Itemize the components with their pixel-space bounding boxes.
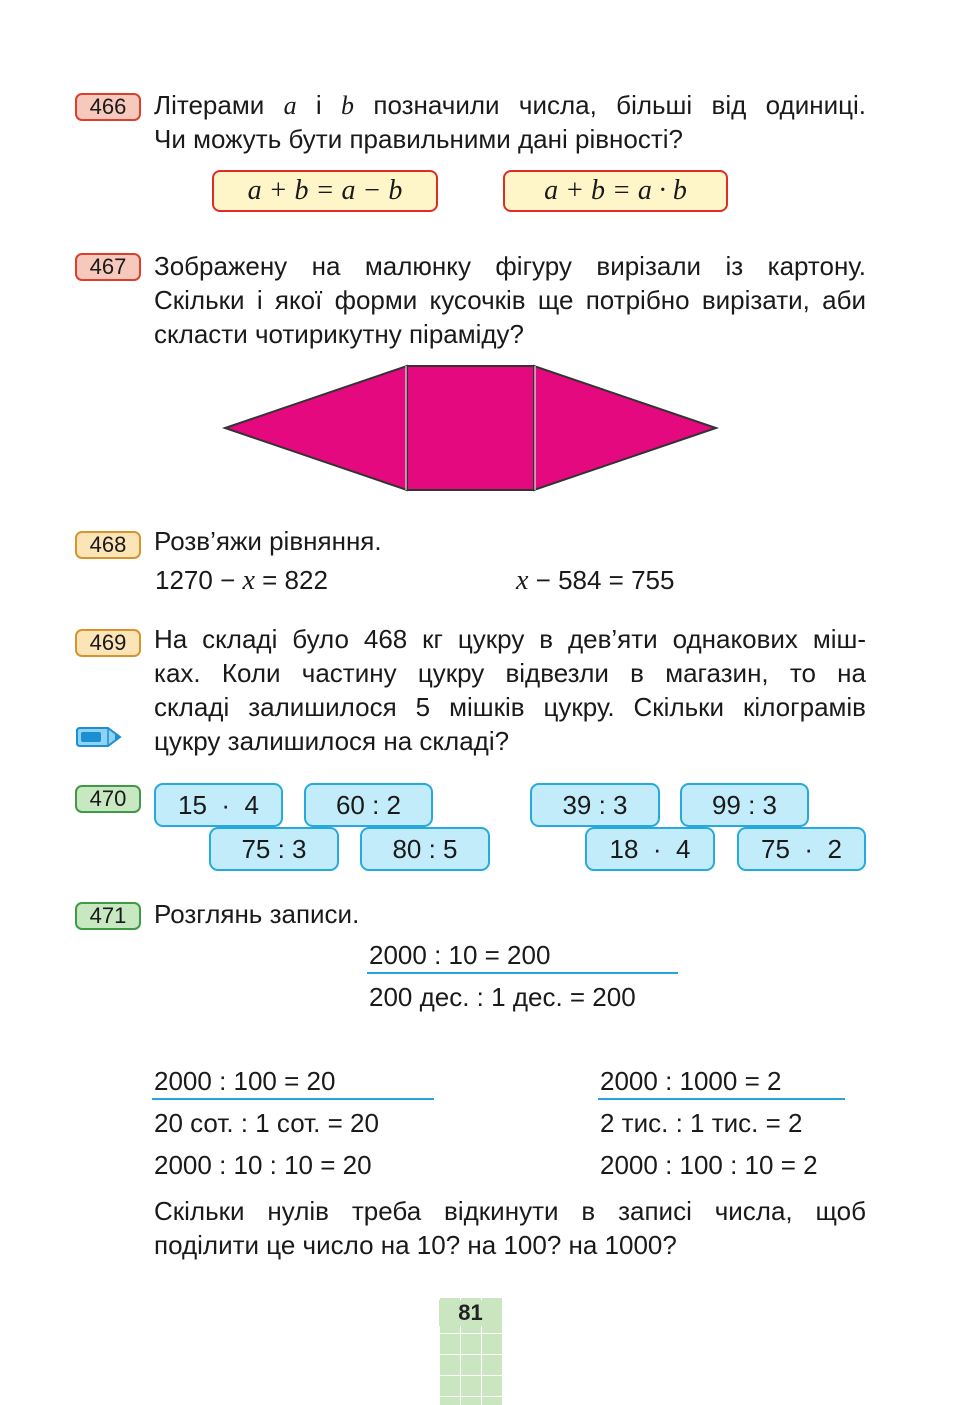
exercise-467-line2: Скільки і якої форми кусочків ще потрібно вирізати, аби [154, 285, 866, 315]
exercise-468-text: Розв’яжи рівняння. [154, 526, 382, 556]
expression-chip: 60 : 2 [304, 783, 433, 827]
formula-box-sum-diff: a + b = a − b [212, 170, 438, 212]
text-fragment: і [296, 90, 342, 120]
right-thousands: 2 тис. : 1 тис. = 2 [600, 1108, 803, 1138]
text-fragment: Літерами [154, 90, 284, 120]
equation-2 [516, 563, 674, 598]
exercise-469-line2: ках. Коли частину цукру відвезли в магазин, то на [154, 658, 866, 688]
left-hundreds: 20 сот. : 1 сот. = 20 [154, 1108, 379, 1138]
exercise-466-line1 [154, 88, 866, 123]
right-division-1000: 2000 : 1000 = 2 [600, 1066, 782, 1096]
exercise-number-466: 466 [75, 93, 141, 121]
example-tens: 200 дес. : 1 дес. = 200 [369, 982, 636, 1012]
underline [367, 972, 678, 974]
page-number-block [439, 1298, 502, 1405]
expression-chip: 39 : 3 [530, 783, 660, 827]
left-double-division: 2000 : 10 : 10 = 20 [154, 1150, 372, 1180]
page-number: 81 [439, 1300, 502, 1326]
exercise-471-question-line2: поділити це число на 10? на 100? на 1000? [154, 1230, 677, 1260]
left-division-100: 2000 : 100 = 20 [154, 1066, 336, 1096]
pencil-icon [74, 726, 122, 748]
variable-b: b [341, 91, 355, 120]
expression-chip: 80 : 5 [360, 827, 490, 871]
left-triangle [225, 366, 407, 490]
variable-x: x [242, 565, 255, 596]
expression-chip: 15 · 4 [154, 783, 283, 827]
exercise-469-line3: складі залишилося 5 мішків цукру. Скільки кілограмів [154, 692, 866, 722]
underline [598, 1098, 845, 1100]
text-fragment: − 584 = 755 [528, 565, 675, 595]
text-fragment: позначили числа, більші від одиниці. [354, 90, 866, 120]
expression-chip: 99 : 3 [680, 783, 809, 827]
variable-a: a [283, 91, 297, 120]
exercise-467-line3: скласти чотирикутну піраміду? [154, 319, 525, 349]
right-triangle [534, 366, 716, 490]
exercise-number-469: 469 [75, 629, 141, 657]
exercise-471-text: Розглянь записи. [154, 899, 360, 929]
formula-box-sum-product: a + b = a · b [503, 170, 728, 212]
exercise-466-line2: Чи можуть бути правильними дані рівності? [154, 124, 684, 154]
underline [152, 1098, 434, 1100]
exercise-number-470: 470 [75, 785, 141, 813]
variable-x: x [516, 565, 529, 596]
square-base [407, 366, 534, 490]
text-fragment: = 822 [254, 565, 328, 595]
pyramid-net-figure [220, 360, 720, 496]
exercise-number-471: 471 [75, 902, 141, 930]
expression-chip: 75 · 2 [737, 827, 866, 871]
right-double-division: 2000 : 100 : 10 = 2 [600, 1150, 818, 1180]
exercise-469-line4: цукру залишилося на складі? [154, 726, 510, 756]
exercise-467-line1: Зображену на малюнку фігуру вирізали із картону. [154, 251, 866, 281]
exercise-number-467: 467 [75, 253, 141, 281]
exercise-469-line1: На складі було 468 кг цукру в дев’яти однакових міш- [154, 624, 866, 654]
exercise-471-question-line1: Скільки нулів треба відкинути в записі числа, щоб [154, 1196, 866, 1226]
expression-chip: 75 : 3 [209, 827, 339, 871]
expression-chip: 18 · 4 [585, 827, 715, 871]
text-fragment: 1270 − [155, 565, 243, 595]
equation-1 [155, 563, 328, 598]
exercise-number-468: 468 [75, 531, 141, 559]
example-division: 2000 : 10 = 200 [369, 940, 551, 970]
